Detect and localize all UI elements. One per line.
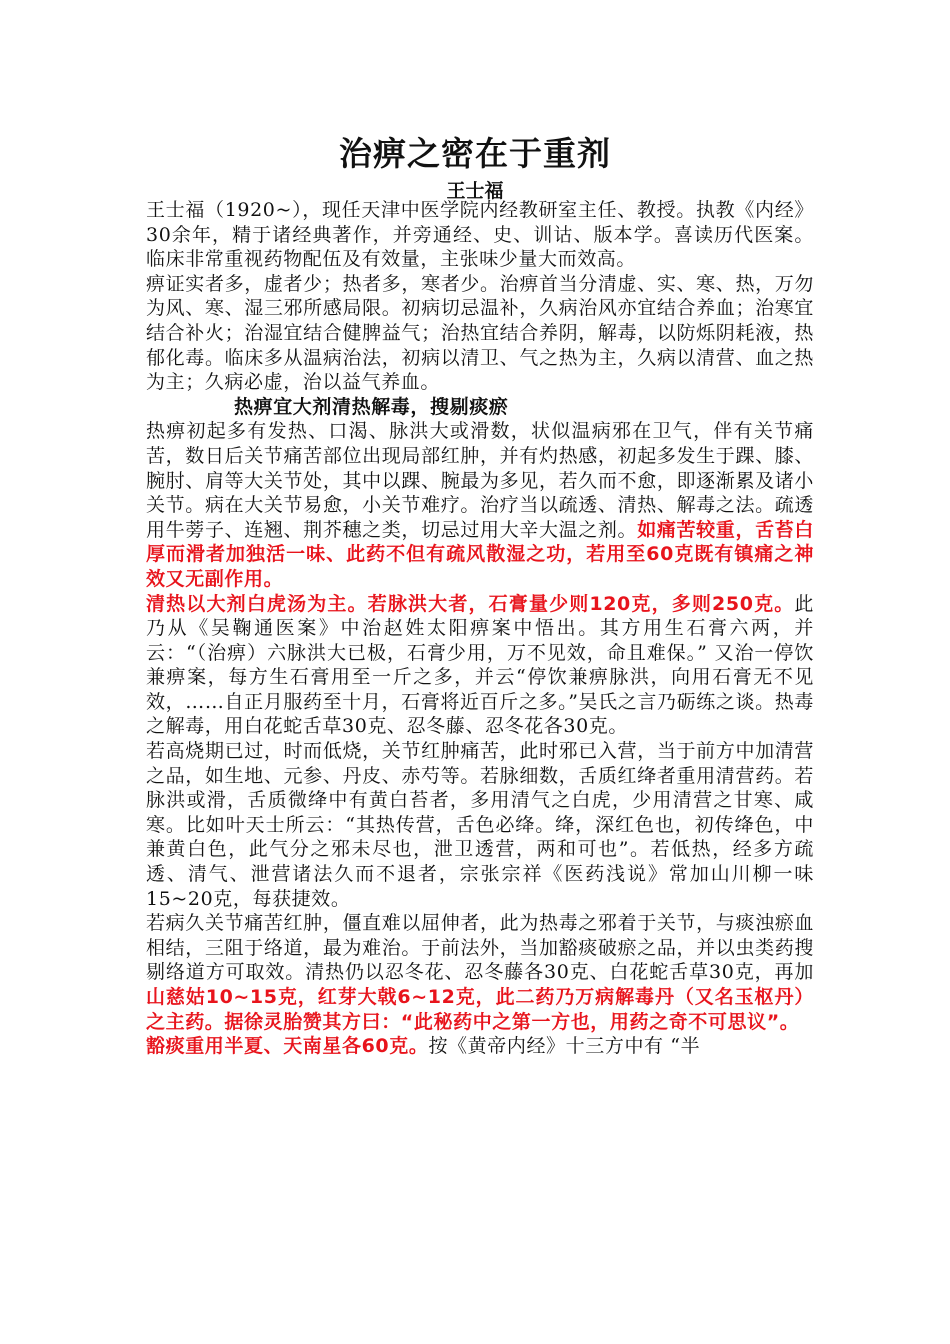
paragraph-text: 若病久关节痛苦红肿，僵直难以屈伸者，此为热毒之邪着于关节，与痰浊瘀血相结，三阻于络道，最为难治。于前法外，当加豁痰破瘀之品，并以虫类药搜剔络道方可取效。清热仍以忍冬花、忍冬藤各30克、白花蛇舌草30克，再加 [146,912,814,984]
section-heading: 热痹宜大剂清热解毒，搜剔痰瘀 [234,395,509,418]
paragraph-ying-stage [146,739,814,911]
highlighted-text: 清热以大剂白虎汤为主。若脉洪大者，石膏量少则120克，多则250克。 [146,592,795,615]
paragraph-principles [146,272,814,395]
paragraph-text: 按《黄帝内经》十三方中有 “半 [428,1035,701,1058]
author-name: 王士福 [446,180,504,202]
paragraph-baihu [146,592,814,740]
article-body [146,198,814,1059]
paragraph-intro [146,198,814,272]
paragraph-text: 王士福（1920~），现任天津中医学院内经教研室主任、教授。执教《内经》30余年，精于诸经典著作，并旁通经、史、训诂、版本学。喜读历代医案。临床非常重视药物配伍及有效量，主张味少量大而效高。 [146,199,814,271]
highlighted-text: 豁痰重用半夏、天南星各60克。 [146,1035,429,1058]
paragraph-text: 痹证实者多，虚者少；热者多，寒者少。治痹首当分清虚、实、寒、热，万勿为风、寒、湿三邪所感局限。初病切忌温补，久病治风亦宜结合养血；治寒宜结合补火；治湿宜结合健脾益气；治热宜结合养阴，解毒，以防烁阴耗液，热郁化毒。临床多从温病治法，初病以清卫、气之热为主，久病以清营、血之热为主；久病必虚，治以益气养血。 [146,272,814,394]
paragraph-text: 若高烧期已过，时而低烧，关节红肿痛苦，此时邪已入营，当于前方中加清营之品，如生地、元参、丹皮、赤芍等。若脉细数，舌质红绛者重用清营药。若脉洪或滑，舌质微绛中有黄白苔者，多用清气之白虎，少用清营之甘寒、咸寒。比如叶天士所云：“其热传营，舌色必绛。绛，深红色也，初传绛色，中兼黄白色，此气分之邪未尽也，泄卫透营，两和可也”。若低热，经多方疏透、清气、泄营诸法久而不退者，宗张宗祥《医药浅说》常加山川柳一味15~20克，每获捷效。 [146,740,814,910]
highlighted-text: 山慈姑10~15克，红芽大戟6~12克，此二药乃万病解毒丹（又名玉枢丹）之主药。据徐灵胎赞其方曰：“此秘药中之第一方也，用药之奇不可思议”。 [146,986,814,1033]
paragraph-chronic [146,911,814,1034]
paragraph-text: 热痹初起多有发热、口渴、脉洪大或滑数，状似温病邪在卫气，伴有关节痛苦，数日后关节痛苦部位出现局部红肿，并有灼热感，初起多发生于踝、膝、腕肘、肩等大关节处，其中以踝、腕最为多见，若久而不愈，即逐渐累及诸小关节。病在大关节易愈，小关节难疗。治疗当以疏透、清热、解毒之法。疏透用牛蒡子、连翘、荆芥穗之类，切忌过用大辛大温之剂。 [146,420,814,541]
paragraph-early-stage [146,419,814,591]
paragraph-text: 此乃从《吴鞠通医案》中治赵姓太阳痹案中悟出。其方用生石膏六两，并云：“（治痹）六脉洪大已极，石膏少用，万不见效，命且难保。” 又治一停饮兼痹案，每方生石膏用至一斤之多，并云“停饮兼痹脉洪，向用石膏无不见效，……自正月服药至十月，石膏将近百斤之多。”吴氏之言乃砺练之谈。热毒之解毒，用白花蛇舌草30克、忍冬藤、忍冬花各30克。 [146,592,814,738]
paragraph-phlegm [146,1034,814,1059]
highlighted-text: 如痛苦较重，舌苔白厚而滑者加独活一味、此药不但有疏风散湿之功，若用至60克既有镇痛之神效又无副作用。 [146,518,814,590]
document-title: 治痹之密在于重剂 [339,134,611,173]
